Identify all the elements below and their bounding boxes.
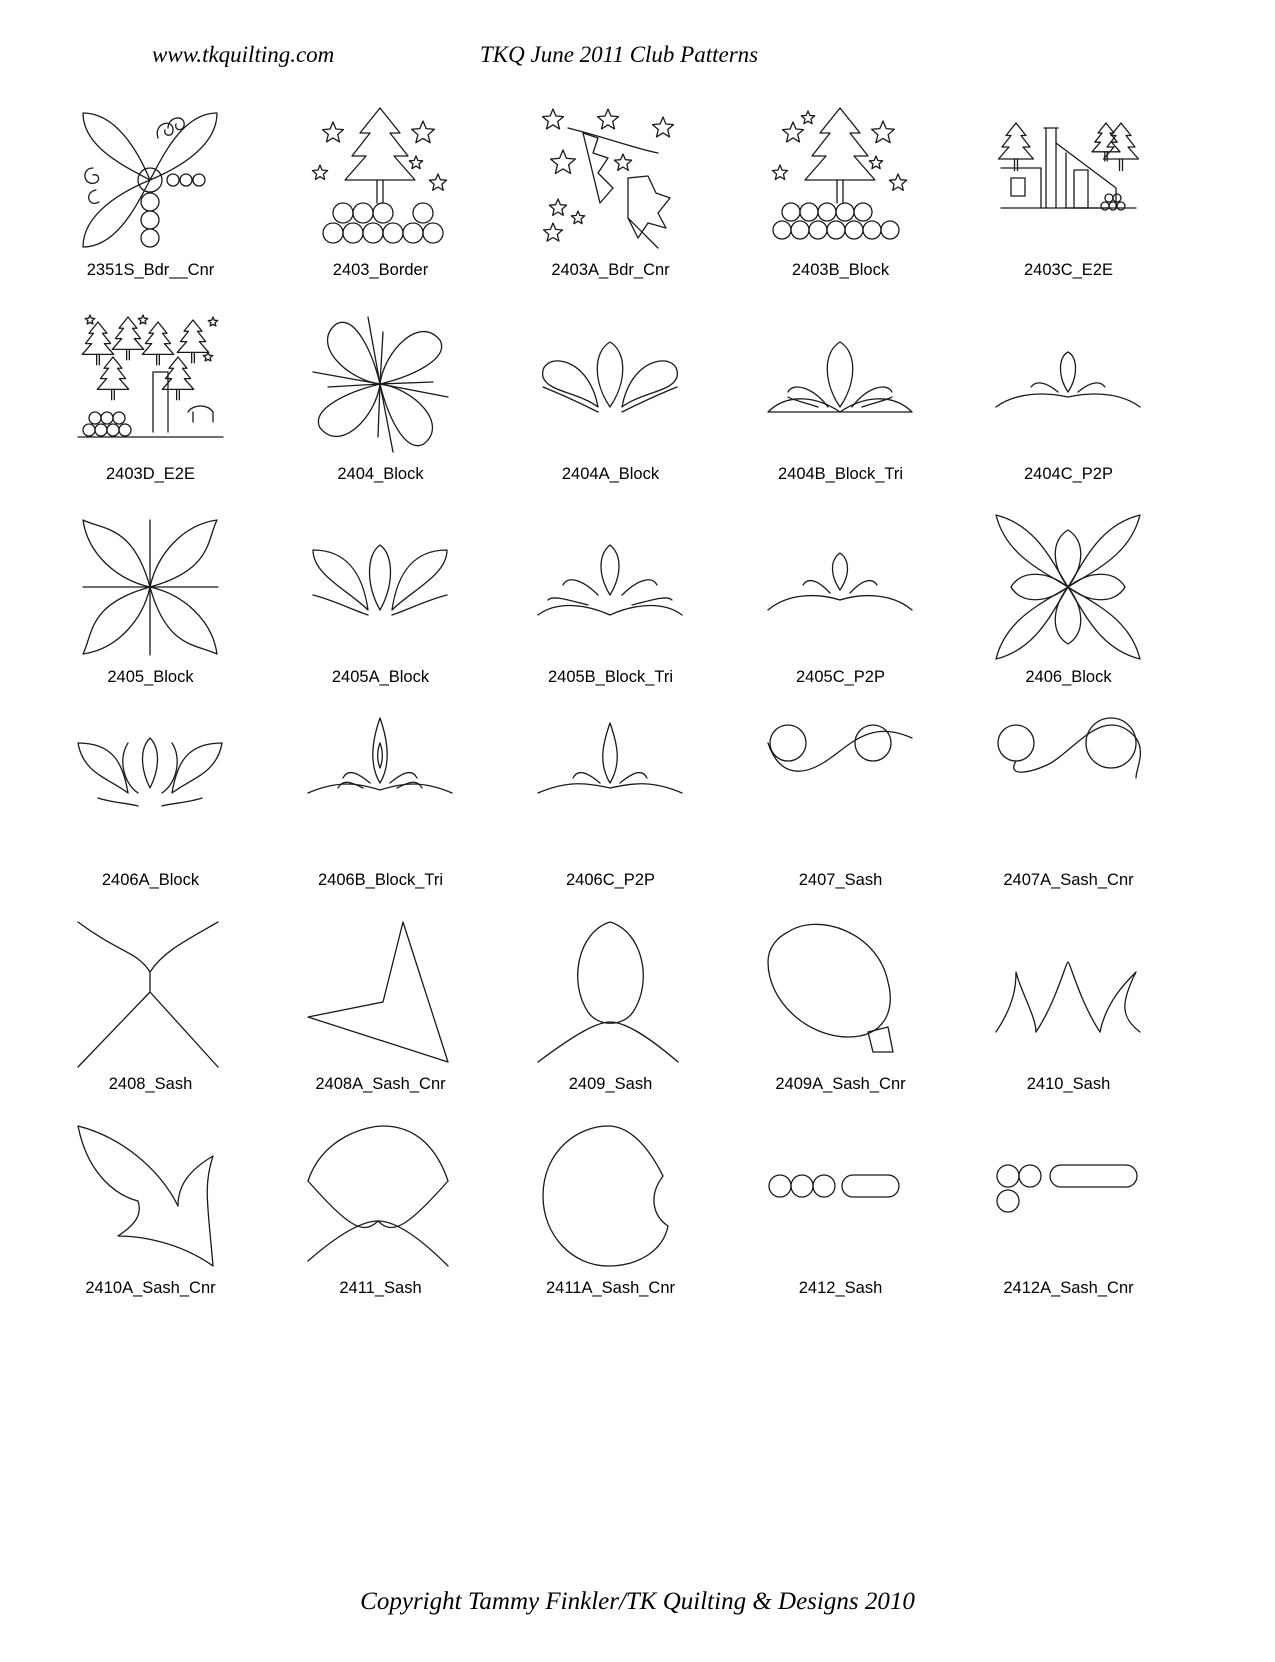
pattern-card [946,922,1191,1122]
forest-scene-e2e-icon [78,312,223,457]
pattern-card [488,108,733,308]
pattern-card [946,718,1191,918]
pattern-card [488,922,733,1122]
tree-stars-block-icon [768,108,913,253]
pattern-label: 2409_Sash [568,1075,653,1093]
pattern-label: 2406_Block [1025,668,1112,686]
flower-star-block-icon [996,515,1141,660]
pattern-label: 2406B_Block_Tri [317,871,444,889]
pattern-label: 2351S_Bdr__Cnr [86,261,215,279]
flame-p2p-icon [538,718,683,863]
arch-points-sash-icon [996,922,1141,1067]
tree-stars-border-icon [308,108,453,253]
cabin-trees-e2e-icon [996,108,1141,253]
pattern-card [28,1126,273,1326]
beads-sash-icon [768,1126,913,1271]
circle-corner-icon [538,1126,683,1271]
pattern-card [28,922,273,1122]
pattern-label: 2412A_Sash_Cnr [1003,1279,1134,1297]
pattern-card [488,718,733,918]
balloon-corner-icon [768,922,913,1067]
leaf-p2p-icon [768,515,913,660]
website-url: www.tkquilting.com [152,42,335,67]
pattern-card [718,515,963,715]
pattern-label: 2403A_Bdr_Cnr [551,261,670,279]
pattern-card [258,312,503,512]
leaf-pair-block-icon [308,515,453,660]
pattern-label: 2408_Sash [108,1075,193,1093]
pattern-label: 2404_Block [337,465,424,483]
pattern-card [28,718,273,918]
pattern-label: 2411_Sash [339,1279,422,1297]
loop-cross-sash-icon [538,922,683,1067]
pattern-label: 2405B_Block_Tri [547,668,674,686]
leaf-square-block-icon [78,515,223,660]
pattern-card [28,515,273,715]
pattern-label: 2403D_E2E [106,465,195,483]
flame-triangle-icon [308,718,453,863]
pattern-label: 2412_Sash [798,1279,883,1297]
arc-cross-sash-icon [308,1126,453,1271]
pattern-card [718,922,963,1122]
pattern-card [28,108,273,308]
petal-triangle-icon [768,312,913,457]
pattern-card [488,1126,733,1326]
pattern-label: 2409A_Sash_Cnr [775,1075,906,1093]
pattern-label: 2406A_Block [101,871,200,889]
pattern-label: 2407_Sash [798,871,883,889]
pattern-label: 2403_Border [332,261,429,279]
pattern-label: 2403C_E2E [1024,261,1113,279]
leaf-triangle-icon [538,515,683,660]
page-title: TKQ June 2011 Club Patterns [480,42,759,67]
pattern-card [946,515,1191,715]
pattern-label: 2410A_Sash_Cnr [85,1279,216,1297]
pattern-card [258,718,503,918]
pattern-card [28,312,273,512]
copyright-footer: Copyright Tammy Finkler/TK Quilting & Designs 2010 [360,1588,915,1615]
pattern-card [718,718,963,918]
pattern-label: 2407A_Sash_Cnr [1003,871,1134,889]
circle-swirl-corner-icon [996,718,1141,863]
leaf-corner-icon [78,1126,223,1271]
pattern-card [718,312,963,512]
four-petal-block-icon [308,312,453,457]
pattern-label: 2403B_Block [791,261,890,279]
pattern-card [946,1126,1191,1326]
beads-corner-icon [996,1126,1141,1271]
pattern-card [946,312,1191,512]
butterfly-leaf-block-icon [78,718,223,863]
pattern-label: 2405C_P2P [796,668,885,686]
pattern-label: 2405_Block [107,668,194,686]
stars-holly-corner-icon [538,108,683,253]
petal-pair-block-icon [538,312,683,457]
pattern-label: 2406C_P2P [566,871,655,889]
pattern-card [258,515,503,715]
pattern-label: 2404B_Block_Tri [777,465,904,483]
dragonfly-corner-icon [78,108,223,253]
pattern-card [488,515,733,715]
pattern-card [718,1126,963,1326]
pattern-label: 2411A_Sash_Cnr [545,1279,676,1297]
pattern-card [718,108,963,308]
pattern-card [488,312,733,512]
pattern-label: 2404C_P2P [1024,465,1113,483]
petal-p2p-icon [996,312,1141,457]
pattern-label: 2404A_Block [561,465,660,483]
star-point-corner-icon [308,922,453,1067]
pattern-card [258,1126,503,1326]
pattern-label: 2405A_Block [331,668,430,686]
pattern-label: 2408A_Sash_Cnr [315,1075,446,1093]
x-cross-sash-icon [78,922,223,1067]
circle-wave-sash-icon [768,718,913,863]
pattern-label: 2410_Sash [1026,1075,1111,1093]
pattern-card [946,108,1191,308]
pattern-card [258,922,503,1122]
pattern-card [258,108,503,308]
